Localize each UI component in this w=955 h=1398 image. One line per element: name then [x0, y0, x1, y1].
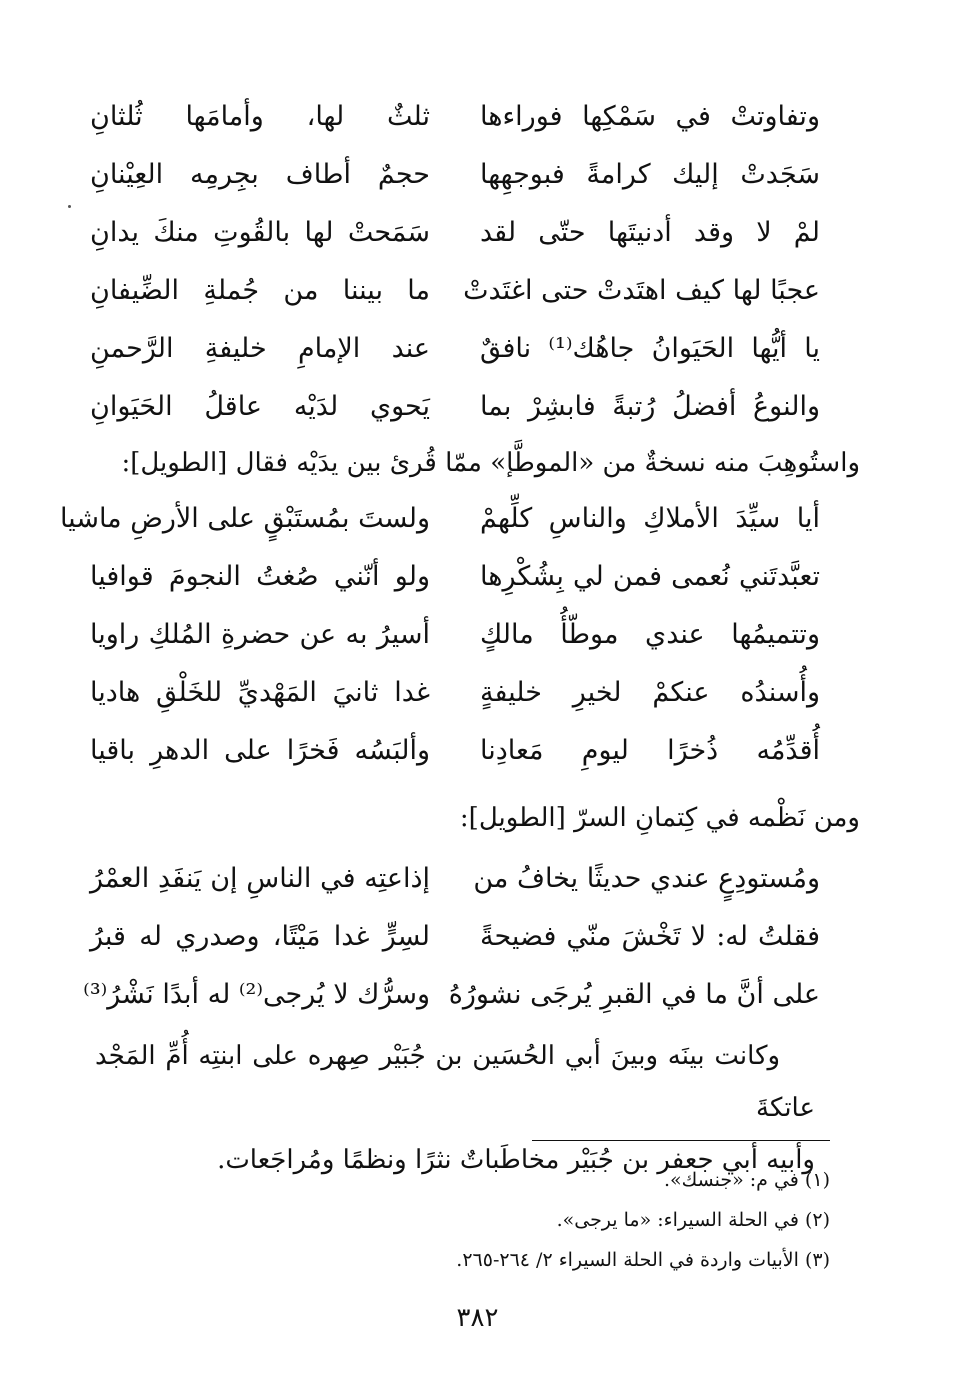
- first-hemistich: وتفاوتتْ في سَمْكِها فوراءها: [480, 101, 820, 132]
- second-hemistich: ولو أنّني صُغتُ النجومَ قوافيا: [90, 561, 430, 592]
- page-number: ٣٨٢: [456, 1303, 499, 1333]
- first-hemistich: فقلتُ له: لا تَخْشَ منّي فضيحةً: [480, 921, 820, 952]
- verse: [90, 722, 820, 780]
- prose-line-1: وكانت بينَه وبينَ أبي الحُسَين بن جُبَيْر صِهره على ابنتِه أُمِّ المَجْد عاتكةَ: [95, 1041, 815, 1123]
- first-hemistich: وأُسندُه عنكمْ لخيرِ خليفةٍ: [480, 677, 820, 708]
- second-hemistich: عند الإمامِ خليفةِ الرَّحمنِ: [90, 333, 430, 364]
- footnote: (٣) الأبيات واردة في الحلة السيراء ٢/ ٢٦٤-٢٦٥.: [456, 1249, 830, 1271]
- first-hemistich: ومُستودِعٍ عندي حديثًا يخافُ من: [473, 863, 820, 894]
- second-hemistich: سَمَحتْ لها بالقُوتِ منكَ يدانِ: [90, 217, 430, 248]
- verse: [90, 548, 820, 606]
- first-hemistich: لمْ لا وقد أدنيتَها حتّى لقد: [480, 217, 820, 248]
- prose-line-2: وأبيه أبي جعفر بن جُبَيْر مخاطَباتٌ نثرًا ونظمًا ومُراجَعات.: [217, 1145, 815, 1175]
- poem-3: [83, 850, 820, 1024]
- verse: [90, 850, 820, 908]
- verse: [90, 320, 820, 378]
- second-hemistich: أسيرُ به عن حضرةِ المُلكِ راويا: [90, 619, 430, 650]
- first-hemistich: وتتميمُها عندي موطّأُ مالكٍ: [480, 619, 820, 650]
- second-hemistich: غدا ثانيَ المَهْديِّ للخَلْقِ هاديا: [90, 677, 430, 708]
- first-hemistich: على أنَّ ما في القبرِ يُرجَى نشورُهُ: [448, 979, 820, 1010]
- first-hemistich: يا أيُّها الحَيَوانُ جاهُك⁽¹⁾ نافقٌ: [480, 333, 820, 364]
- verse: [90, 146, 820, 204]
- verse: [90, 262, 820, 320]
- verse: [90, 204, 820, 262]
- second-hemistich: يَحوي لدَيْه عاقلُ الحَيَوانِ: [90, 391, 430, 422]
- verse: [90, 606, 820, 664]
- verse: [90, 664, 820, 722]
- footnote-separator: [532, 1140, 830, 1141]
- second-hemistich: ثلثٌ لها، وأمامَها ثُلثانِ: [90, 101, 430, 132]
- first-hemistich: عجبًا لها كيف اهتَدتْ حتى اغتَدتْ: [463, 275, 820, 306]
- poem-2: [59, 490, 820, 780]
- footnote: (٢) في الحلة السيراء: «ما يرجى».: [556, 1209, 830, 1231]
- intro-muwatta: واستُوهِبَ منه نسخةٌ من «الموطَّإ» ممّا قُرئ بين يدَيْه فقال [الطويل]:: [121, 448, 860, 478]
- first-hemistich: تعبَّدتَني نُعمى فمن لي بِشُكْرِها: [480, 561, 820, 592]
- verse: [90, 908, 820, 966]
- footnote: (١) في م: «جنسك».: [664, 1169, 830, 1191]
- second-hemistich: ولستَ بمُستَبْقٍ على الأرضِ ماشيا: [59, 503, 430, 534]
- second-hemistich: لسِرٍّ غدا مَيْتًا، وصدري له قبرُ: [90, 921, 430, 952]
- second-hemistich: وألبَسُه فَخرًا على الدهرِ باقيا: [90, 735, 430, 766]
- first-hemistich: أُقدِّمُه ذُخرًا ليومِ مَعادِنا: [480, 735, 820, 766]
- footnotes: [130, 1160, 830, 1280]
- second-hemistich: وسرُّك لا يُرجى⁽²⁾ له أبدًا نَشْرُ⁽³⁾: [83, 979, 430, 1010]
- first-hemistich: والنوعُ أفضلُ رُتبةً فابشِرْ بما: [480, 391, 820, 422]
- scan-speck: [68, 205, 71, 208]
- second-hemistich: إذاعتِه في الناسِ إن يَنفَدِ العمْرُ: [90, 863, 430, 894]
- poem-1: [90, 88, 820, 436]
- verse: [59, 490, 820, 548]
- second-hemistich: ما بيننا من جُملةِ الضِّيفانِ: [90, 275, 430, 306]
- intro-secret: ومن نَظْمه في كِتمانِ السرّ [الطويل]:: [459, 803, 860, 833]
- verse: [83, 966, 820, 1024]
- second-hemistich: حجمٌ أطاف بجِرمِه العِيْنانِ: [90, 159, 430, 190]
- verse: [90, 88, 820, 146]
- verse: [90, 378, 820, 436]
- first-hemistich: أيا سيِّدَ الأملاكِ والناسِ كلِّهمْ: [480, 503, 820, 534]
- first-hemistich: سَجَدتْ إليك كرامةً فبوجهِها: [480, 159, 820, 190]
